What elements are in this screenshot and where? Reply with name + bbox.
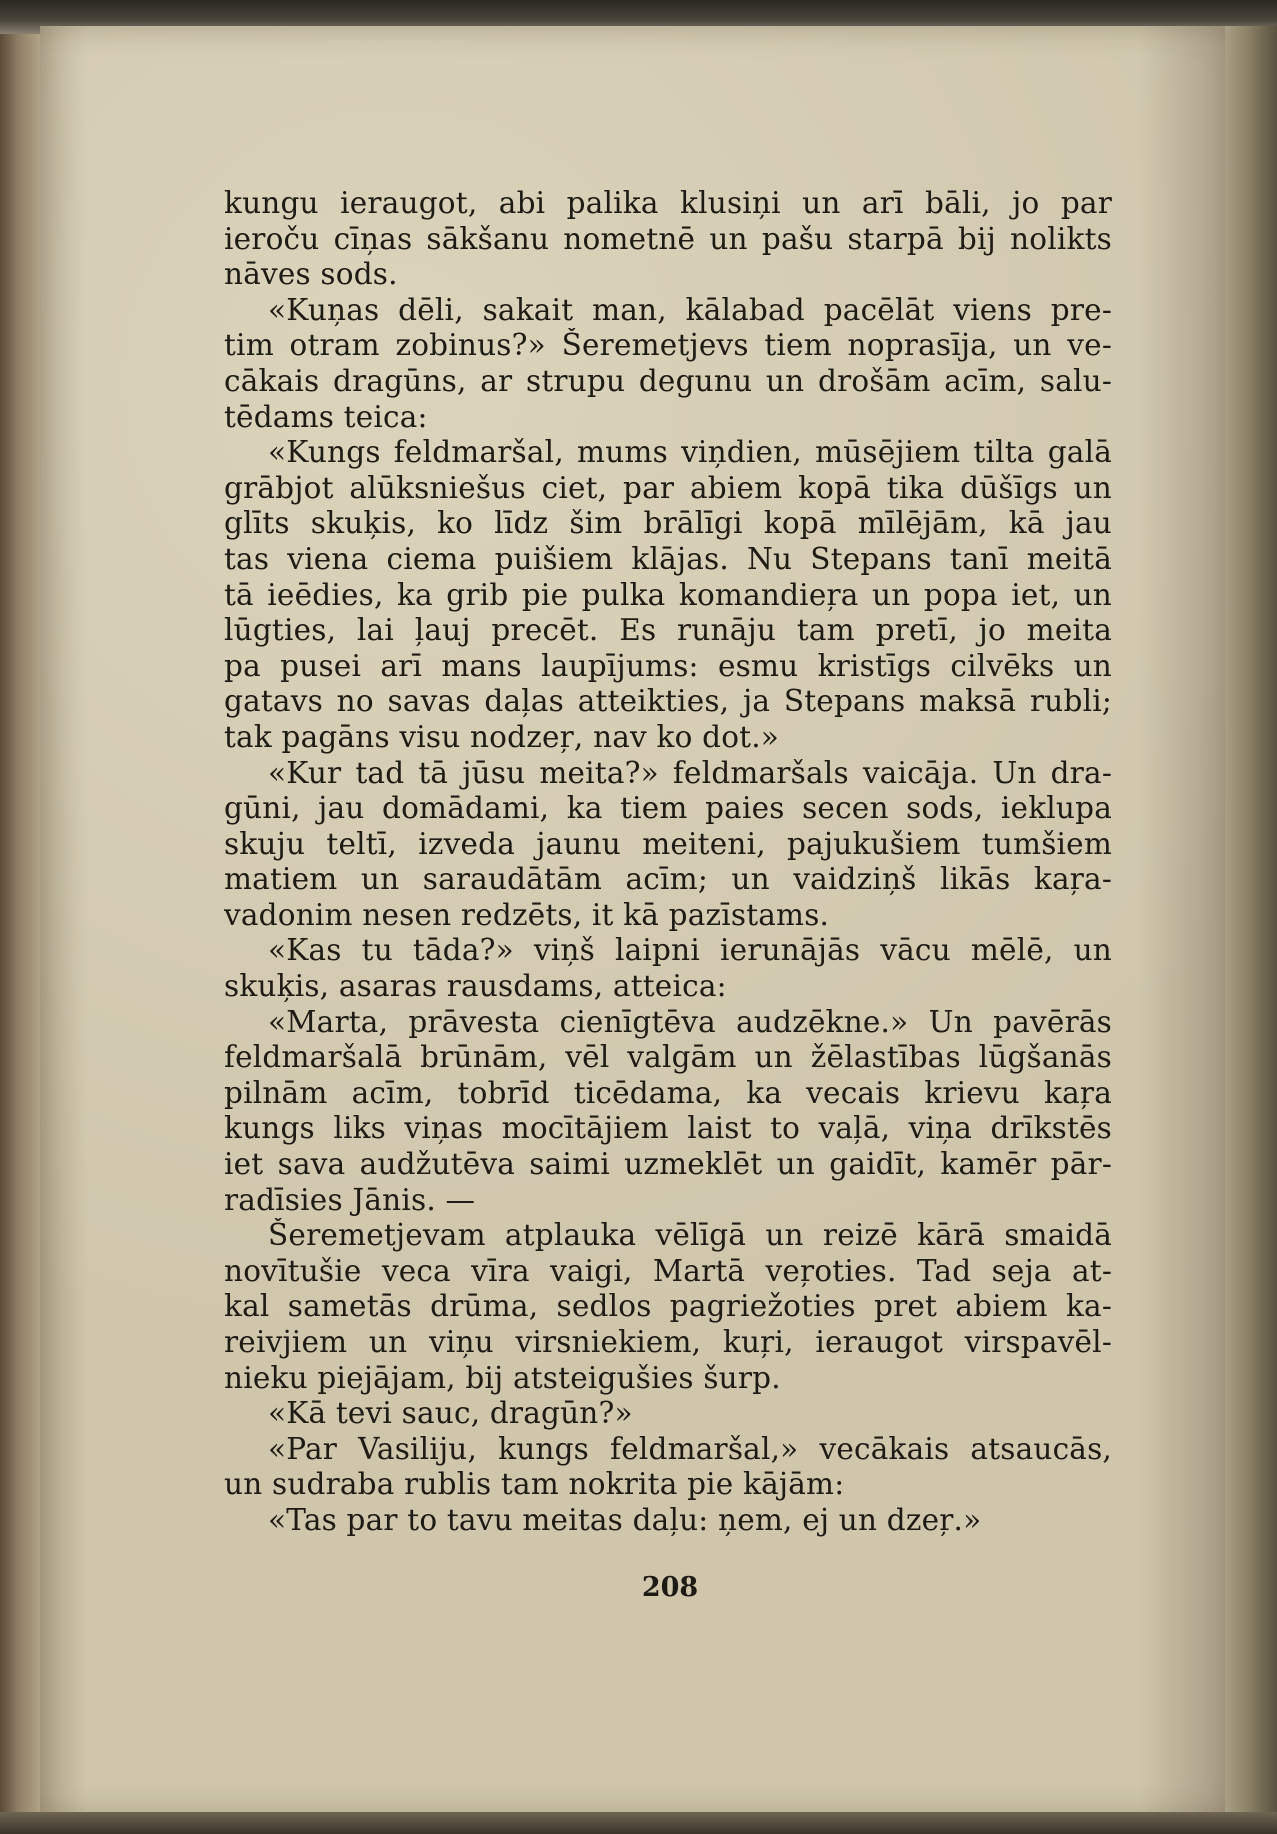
text-line: matiem un saraudātām acīm; un vaidziņš likās kaŗa- — [224, 862, 1112, 897]
page-number: 208 — [641, 1572, 699, 1603]
text-line: tēdams teica: — [224, 399, 428, 434]
text-line: skuju teltī, izveda jaunu meiteni, pajukušiem tumšiem — [224, 826, 1112, 861]
text-line: kal sametās drūma, sedlos pagriežoties pret abiem ka- — [224, 1289, 1112, 1324]
text-line: grābjot alūksniešus ciet, par abiem kopā tika dūšīgs un — [224, 470, 1112, 505]
text-line: «Tas par to tavu meitas daļu: ņem, ej un dzeŗ.» — [268, 1502, 982, 1537]
text-line: lūgties, lai ļauj precēt. Es runāju tam pretī, jo meita — [224, 613, 1112, 648]
text-line: reivjiem un viņu virsniekiem, kuŗi, ieraugot virspavēl- — [224, 1325, 1112, 1359]
text-line: «Kā tevi sauc, dragūn?» — [268, 1396, 633, 1431]
page-text — [224, 186, 1112, 1539]
text-line: tak pagāns visu nodzeŗ, nav ko dot.» — [224, 719, 780, 754]
text-line: iet sava audžutēva saimi uzmeklēt un gaidīt, kamēr pār- — [224, 1147, 1112, 1182]
text-line: tas viena ciema puišiem klājas. Nu Stepans tanī meitā — [224, 541, 1112, 576]
text-line: «Kuņas dēli, sakait man, kālabad pacēlāt viens pre- — [268, 292, 1112, 327]
text-line: cākais dragūns, ar strupu degunu un drošām acīm, salu- — [224, 363, 1112, 398]
text-line: glīts skuķis, ko līdz šim brālīgi kopā mīlējām, kā jau — [224, 506, 1112, 541]
text-line: «Kur tad tā jūsu meita?» feldmaršals vaicāja. Un dra- — [268, 755, 1112, 790]
text-line: «Kas tu tāda?» viņš laipni ierunājās vācu mēlē, un — [268, 933, 1112, 968]
text-line: novītušie veca vīra vaigi, Martā veŗoties. Tad seja at- — [224, 1253, 1112, 1288]
text-line: skuķis, asaras rausdams, atteica: — [224, 969, 727, 1004]
text-line: «Par Vasiliju, kungs feldmaršal,» vecākais atsaucās, — [268, 1431, 1112, 1466]
book-right-edge — [1225, 26, 1277, 1816]
text-line: «Kungs feldmaršal, mums viņdien, mūsējiem tilta galā — [268, 435, 1112, 470]
text-line: gūni, jau domādami, ka tiem paies secen sods, ieklupa — [224, 791, 1112, 826]
text-line: ieroču cīņas sākšanu nometnē un pašu starpā bij nolikts — [224, 221, 1112, 256]
text-line: pa pusei arī mans laupījums: esmu kristīgs cilvēks un — [224, 648, 1112, 683]
text-line: kungs liks viņas mocītājiem laist to vaļā, viņa drīkstēs — [224, 1111, 1112, 1146]
book-bottom-edge — [0, 1812, 1277, 1834]
text-line: tā ieēdies, ka grib pie pulka komandieŗa un popa iet, un — [224, 577, 1112, 612]
text-line: «Marta, prāvesta cienīgtēva audzēkne.» Un pavērās — [268, 1004, 1112, 1039]
text-line: pilnām acīm, tobrīd ticēdama, ka vecais krievu kaŗa — [224, 1075, 1112, 1110]
text-line: tim otram zobinus?» Šeremetjevs tiem noprasīja, un ve- — [224, 328, 1112, 363]
text-line: radīsies Jānis. — — [224, 1182, 476, 1217]
text-line: kungu ieraugot, abi palika klusiņi un arī bāli, jo par — [224, 186, 1112, 220]
text-line: feldmaršalā brūnām, vēl valgām un žēlastības lūgšanās — [224, 1040, 1112, 1075]
text-line: un sudraba rublis tam nokrita pie kājām: — [224, 1467, 845, 1502]
text-line: gatavs no savas daļas atteikties, ja Stepans maksā rubli; — [224, 684, 1112, 719]
text-line: nāves sods. — [224, 257, 398, 292]
text-line: Šeremetjevam atplauka vēlīgā un reizē kārā smaidā — [268, 1218, 1112, 1253]
text-line: nieku piejājam, bij atsteigušies šurp. — [224, 1360, 781, 1395]
text-line: vadonim nesen redzēts, it kā pazīstams. — [224, 897, 830, 932]
